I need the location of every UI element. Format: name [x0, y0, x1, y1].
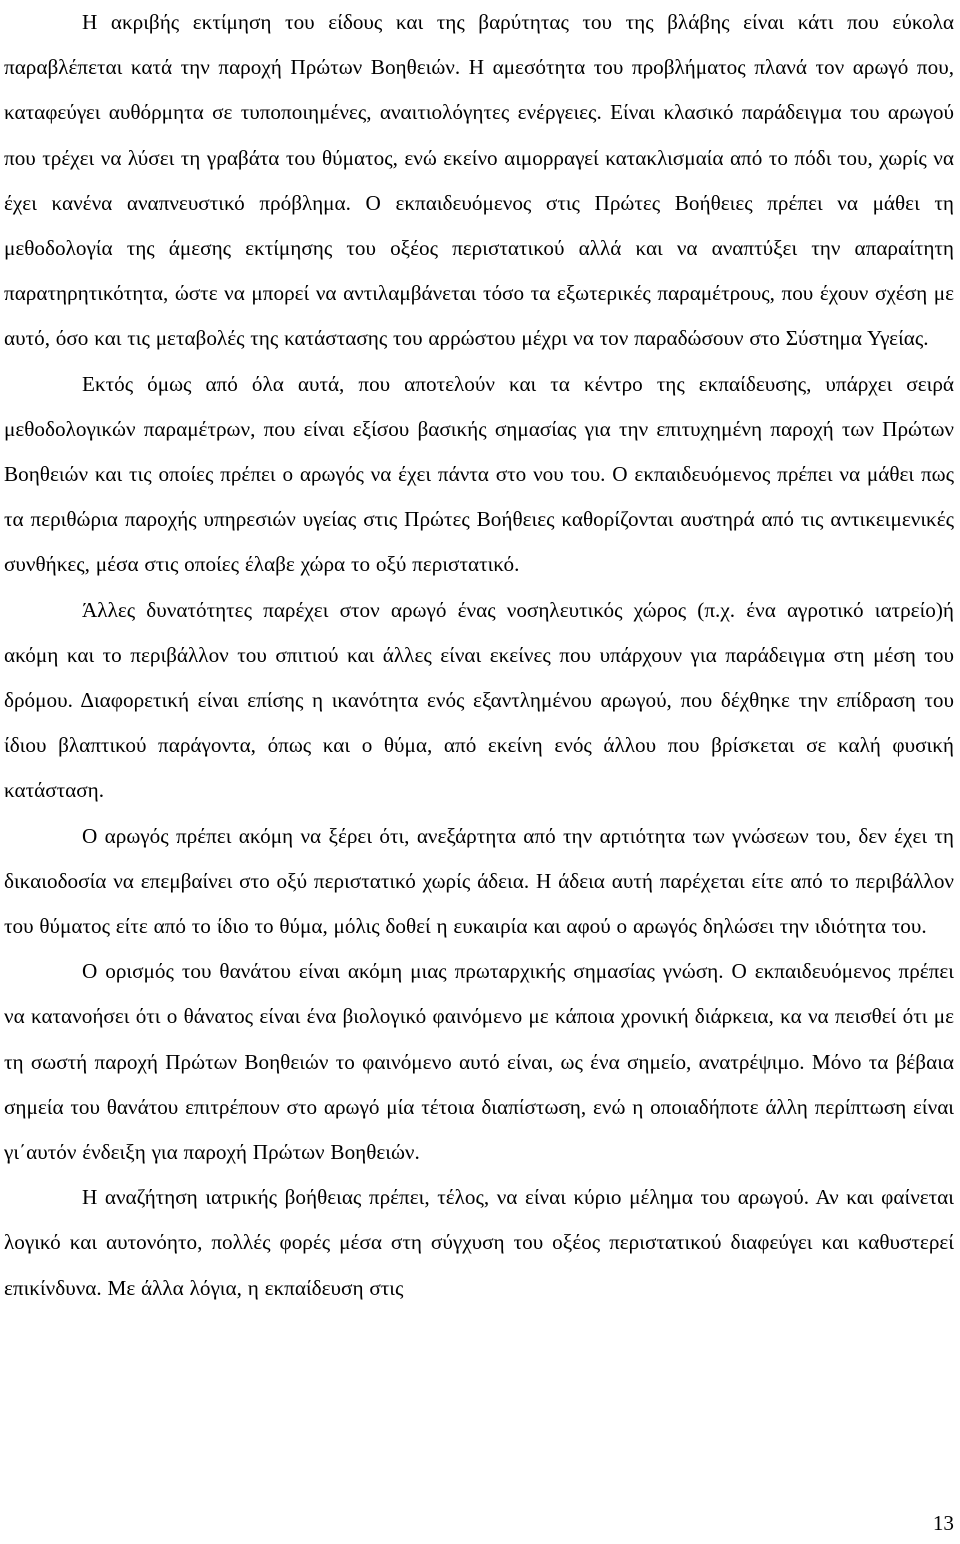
paragraph-initial-assessment: Η ακριβής εκτίμηση του είδους και της βαρύτητας του της βλάβης είναι κάτι που εύκολα παραβλέπεται κατά την παροχή Πρώτων Βοηθειών. Η αμεσότητα του προβλήματος πλανά τον αρωγό που, καταφεύγει αυθόρμητα σε τυποποιημένες, αναιτιολόγητες ενέργειες. Είναι κλασικό παράδειγμα του αρωγού που τρέχει να λύσει τη γραβάτα του θύματος, ενώ εκείνο αιμορραγεί κατακλισμαία από το πόδι του, χωρίς να έχει κανένα αναπνευστικό πρόβλημα. Ο εκπαιδευόμενος στις Πρώτες Βοήθειες πρέπει να μάθει τη μεθοδολογία της άμεσης εκτίμησης του οξέος περιστατικού αλλά και να αναπτύξει την απαραίτητη παρατηρητικότητα, ώστε να μπορεί να αντιλαμβάνεται τόσο τα εξωτερικές παραμέτρους, που έχουν σχέση με αυτό, όσο και τις μεταβολές της κατάστασης του αρρώστου μέχρι να τον παραδώσουν στο Σύστημα Υγείας. — [4, 10, 954, 351]
paragraph-seeking-medical-help: Η αναζήτηση ιατρικής βοήθειας πρέπει, τέλος, να είναι κύριο μέλημα του αρωγού. Αν και φαίνεται λογικό και αυτονόητο, πολλές φορές μέσα στη σύγχυση του οξέος περιστατικού διαφεύγει και καθυστερεί επικίνδυνα. Με άλλα λόγια, η εκπαίδευση στις — [4, 1185, 954, 1300]
paragraph-environment-capabilities: Άλλες δυνατότητες παρέχει στον αρωγό ένας νοσηλευτικός χώρος (π.χ. ένα αγροτικό ιατρείο)ή ακόμη και το περιβάλλον του σπιτιού και άλλες είναι εκείνες που υπάρχουν για παράδειγμα στη μέση του δρόμου. Διαφορετική είναι επίσης η ικανότητα ενός εξαντλημένου αρωγού, που δέχθηκε την επίδραση του ίδιου βλαπτικού παράγοντα, όπως και ο θύμα, από εκείνη ενός άλλου που βρίσκεται σε καλή φυσική κατάσταση. — [4, 597, 954, 803]
document-page — [4, 0, 954, 1311]
paragraph-consent: Ο αρωγός πρέπει ακόμη να ξέρει ότι, ανεξάρτητα από την αρτιότητα των γνώσεων του, δεν έχει τη δικαιοδοσία να επεμβαίνει στο οξύ περιστατικό χωρίς άδεια. Η άδεια αυτή παρέχεται είτε από το περιβάλλον του θύματος είτε από το ίδιο το θύμα, μόλις δοθεί η ευκαιρία και αφού ο αρωγός δηλώσει την ιδιότητα του. — [4, 823, 954, 939]
paragraph-methodological-parameters: Εκτός όμως από όλα αυτά, που αποτελούν και τα κέντρο της εκπαίδευσης, υπάρχει σειρά μεθοδολογικών παραμέτρων, που είναι εξίσου βασικής σημασίας για την επιτυχημένη παροχή των Πρώτων Βοηθειών και τις οποίες πρέπει ο αρωγός να έχει πάντα στο νου του. Ο εκπαιδευόμενος πρέπει να μάθει πως τα περιθώρια παροχής υπηρεσιών υγείας στις Πρώτες Βοήθειες καθορίζονται αυστηρά από τις αντικειμενικές συνθήκες, μέσα στις οποίες έλαβε χώρα το οξύ περιστατικό. — [4, 371, 954, 577]
page-number: 13 — [932, 1511, 954, 1535]
paragraph-definition-of-death: Ο ορισμός του θανάτου είναι ακόμη μιας πρωταρχικής σημασίας γνώση. Ο εκπαιδευόμενος πρέπει να κατανοήσει ότι ο θάνατος είναι ένα βιολογικό φαινόμενο με κάποια χρονική διάρκεια, κα να πεισθεί ότι με τη σωστή παροχή Πρώτων Βοηθειών το φαινόμενο αυτό είναι, ως ένα σημείο, ανατρέψιμο. Μόνο τα βέβαια σημεία του θανάτου επιτρέπουν στο αρωγό μία τέτοια διαπίστωση, ενώ η οποιαδήποτε άλλη περίπτωση είναι γι΄αυτόν ένδειξη για παροχή Πρώτων Βοηθειών. — [4, 959, 954, 1165]
